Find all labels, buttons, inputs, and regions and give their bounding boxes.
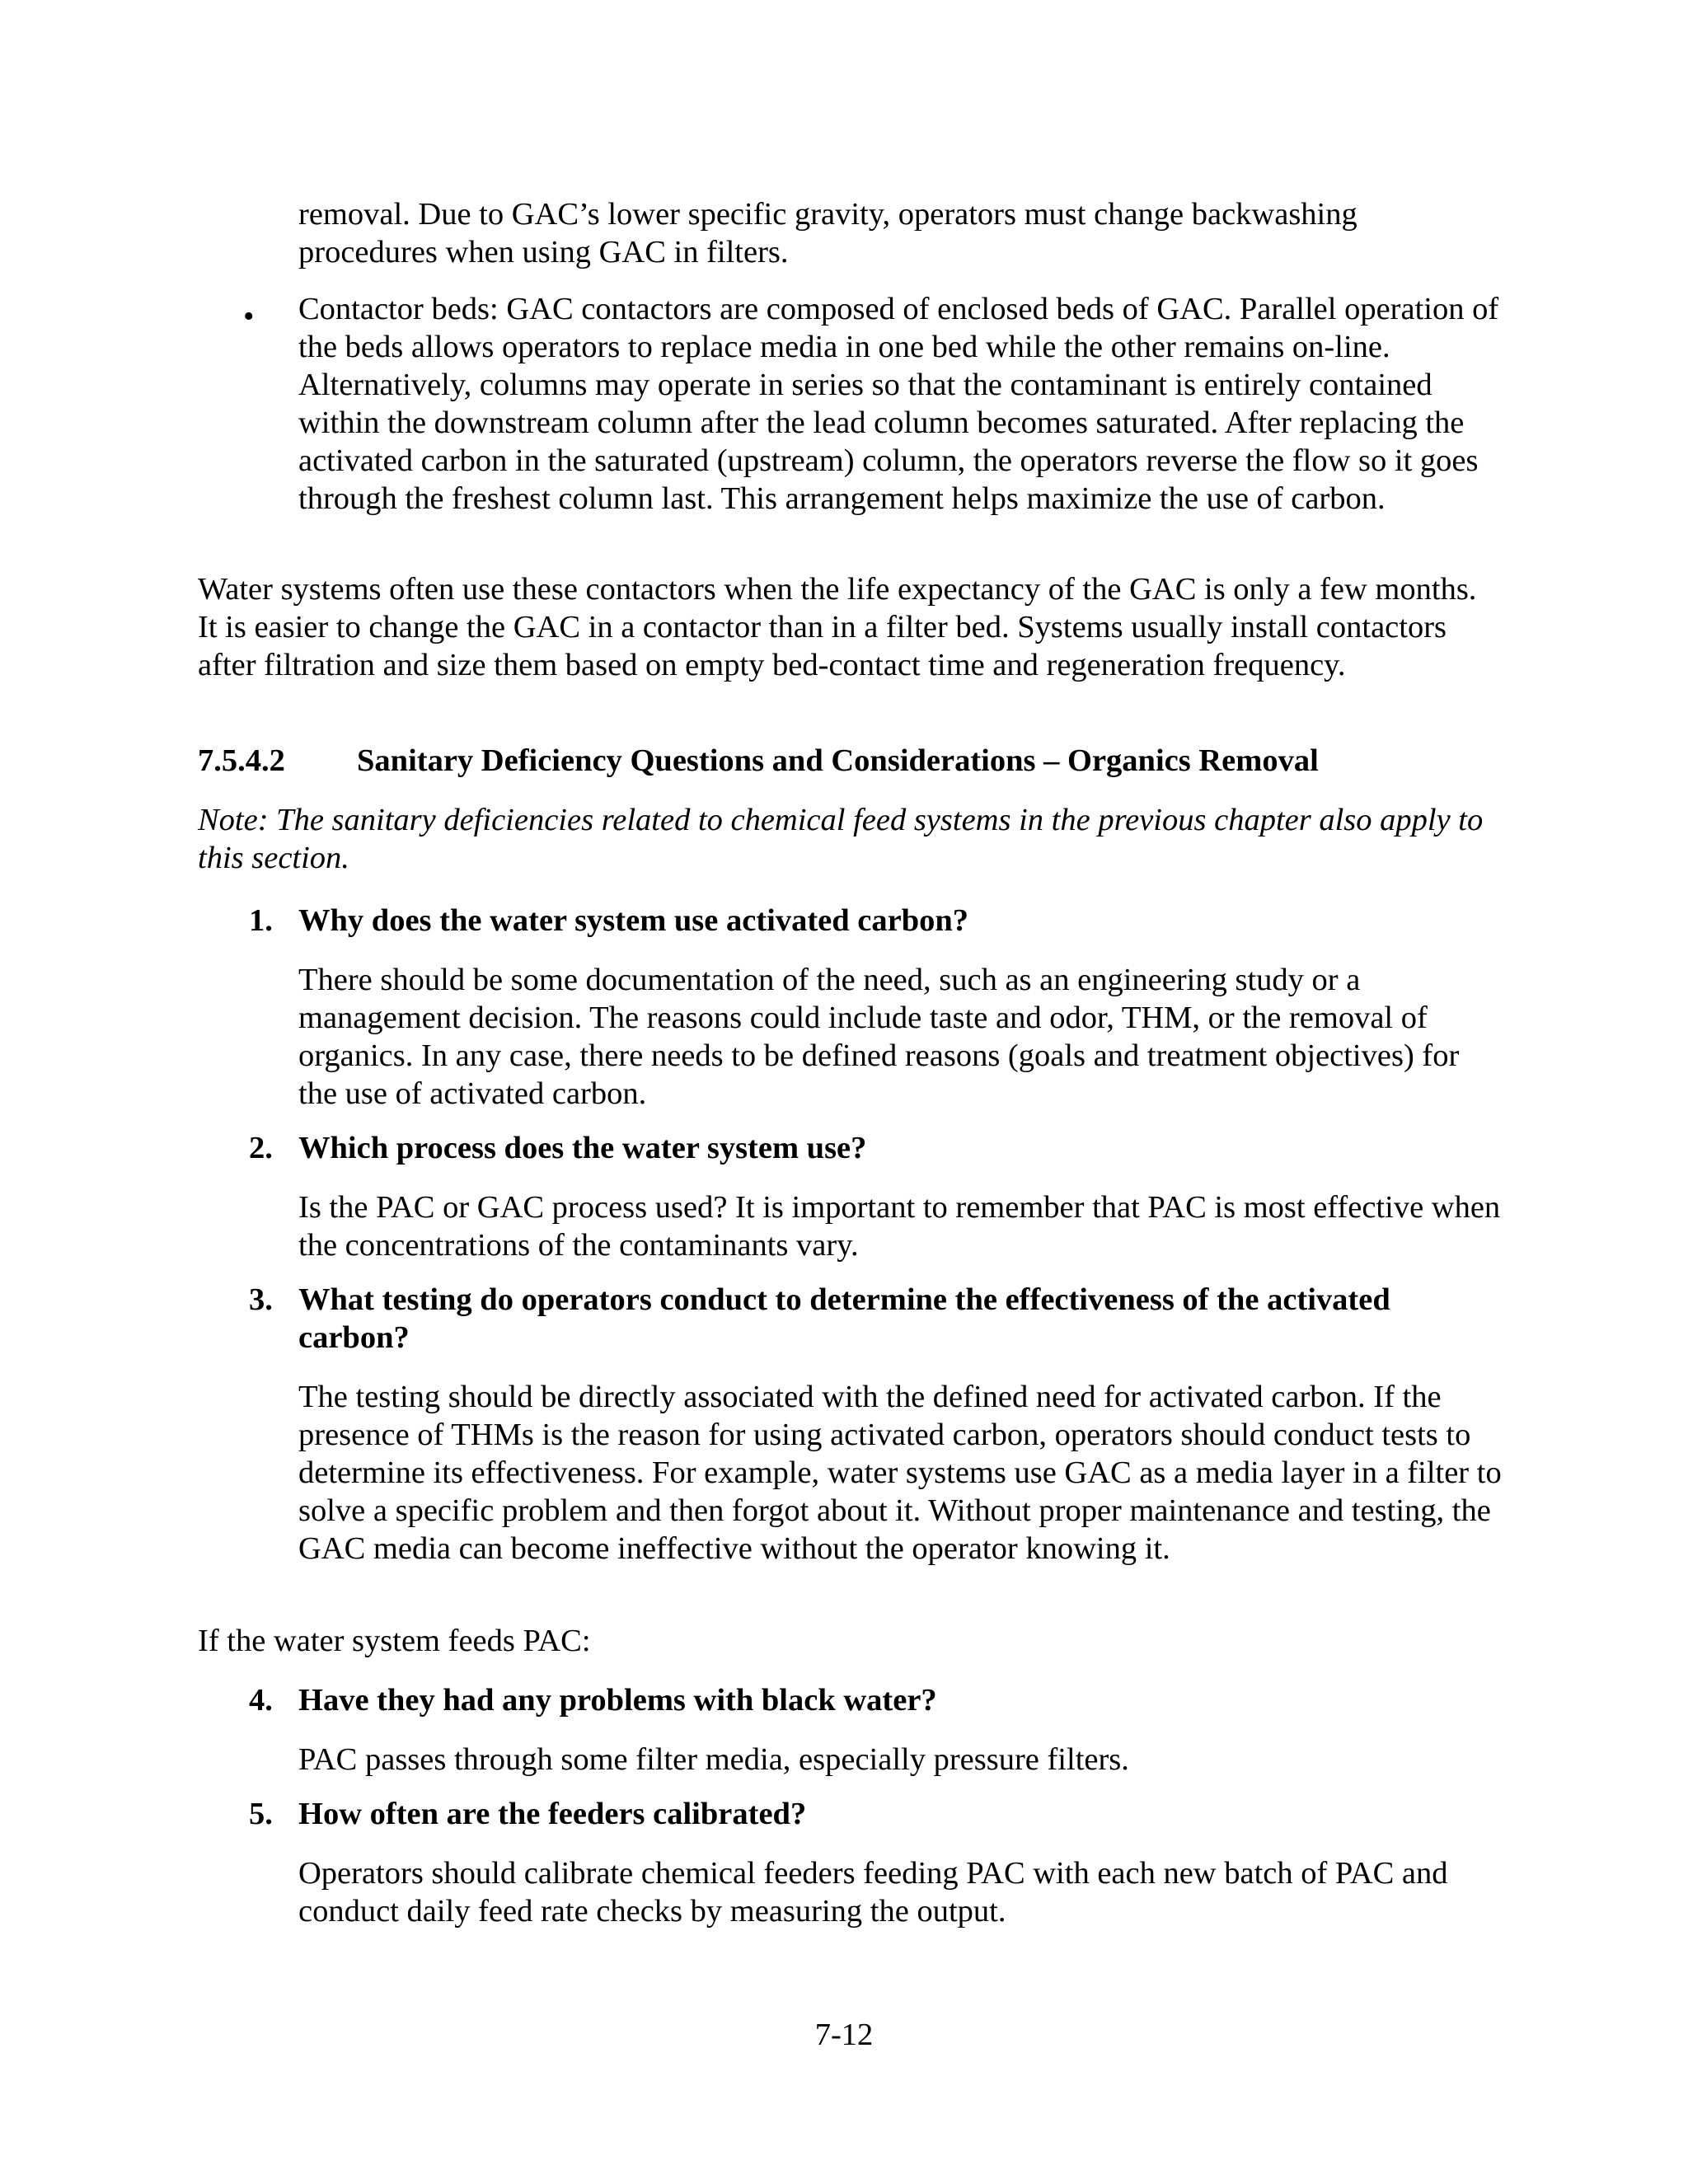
question-5-number: 5. <box>249 1797 273 1831</box>
question-3: What testing do operators conduct to determine the effectiveness of the activated carbon? <box>298 1282 1390 1355</box>
section-title: Sanitary Deficiency Questions and Considerations – Organics Removal <box>357 743 1319 778</box>
answer-5: Operators should calibrate chemical feeders feeding PAC with each new batch of PAC and conduct daily feed rate checks by measuring the output. <box>298 1856 1448 1929</box>
question-5: How often are the feeders calibrated? <box>298 1797 807 1831</box>
question-1-number: 1. <box>249 903 273 938</box>
pac-intro: If the water system feeds PAC: <box>198 1624 591 1658</box>
section-number: 7.5.4.2 <box>198 743 285 778</box>
section-note: Note: The sanitary deficiencies related to chemical feed systems in the previous chapter also apply to this section. <box>198 803 1484 875</box>
question-2-number: 2. <box>249 1131 273 1165</box>
question-1: Why does the water system use activated carbon? <box>298 903 969 938</box>
question-4: Have they had any problems with black water? <box>298 1683 937 1718</box>
continued-paragraph: removal. Due to GAC’s lower specific gravity, operators must change backwashing procedures when using GAC in filters. <box>298 197 1357 269</box>
answer-3: The testing should be directly associated with the defined need for activated carbon. If the presence of THMs is the reason for using activated carbon, operators should conduct tests to determine its effectiveness. For example, water systems use GAC as a media layer in a filter to solve a specific problem and then forgot about it. Without proper maintenance and testing, the GAC media can become ineffective without the operator knowing it. <box>298 1380 1502 1566</box>
contactors-paragraph: Water systems often use these contactors when the life expectancy of the GAC is only a few months. It is easier to change the GAC in a contactor than in a filter bed. Systems usually install contactors after filtration and size them based on empty bed-contact time and regeneration frequency. <box>198 572 1477 682</box>
question-3-number: 3. <box>249 1282 273 1317</box>
question-2: Which process does the water system use? <box>298 1131 867 1165</box>
answer-2: Is the PAC or GAC process used? It is important to remember that PAC is most effective when the concentrations of the contaminants vary. <box>298 1190 1501 1263</box>
bullet-icon: • <box>243 299 255 334</box>
page-number: 7-12 <box>814 2018 874 2052</box>
bullet-contactor-beds: Contactor beds: GAC contactors are composed of enclosed beds of GAC. Parallel operation of the beds allows operators to replace media in one bed while the other remains on-line. Alternatively, columns may operate in series so that the contaminant is entirely contained within the downstream column after the lead column becomes saturated. After replacing the activated carbon in the saturated (upstream) column, the operators reverse the flow so it goes through the freshest column last. This arrangement helps maximize the use of carbon. <box>298 292 1499 516</box>
question-4-number: 4. <box>249 1683 273 1718</box>
section-heading <box>198 742 1319 780</box>
answer-1: There should be some documentation of the need, such as an engineering study or a management decision. The reasons could include taste and odor, THM, or the removal of organics. In any case, there needs to be defined reasons (goals and treatment objectives) for the use of activated carbon. <box>298 963 1460 1111</box>
answer-4: PAC passes through some filter media, especially pressure filters. <box>298 1742 1129 1777</box>
